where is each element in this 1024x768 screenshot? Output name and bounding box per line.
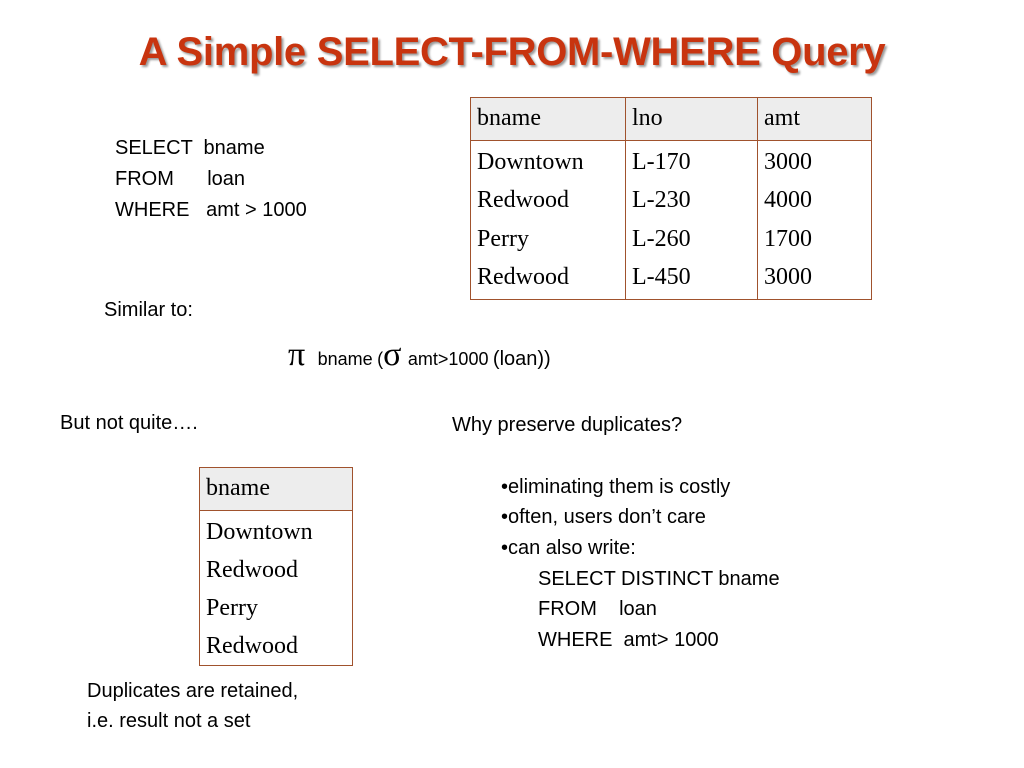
why-preserve-heading: Why preserve duplicates?	[452, 414, 683, 436]
table-cell: 3000	[764, 264, 812, 290]
pi-symbol: π	[288, 336, 306, 373]
sigma-symbol: σ	[383, 336, 402, 373]
query-line-from: FROM loan	[115, 168, 246, 190]
table-cell: 4000	[764, 187, 812, 213]
distinct-query-where: WHERE amt> 1000	[538, 629, 719, 651]
list-item: •eliminating them is costly	[501, 476, 731, 498]
result-table	[199, 467, 353, 666]
relation-name: (loan))	[492, 348, 551, 370]
table-cell: Redwood	[206, 633, 298, 659]
but-not-quite-label: But not quite….	[60, 412, 198, 434]
query-line-where: WHERE amt > 1000	[115, 199, 307, 221]
header-amt: amt	[764, 105, 800, 131]
table-cell: L-170	[632, 149, 691, 175]
table-cell: Redwood	[206, 557, 298, 583]
table-cell: Perry	[477, 226, 529, 252]
note-line: i.e. result not a set	[87, 710, 251, 732]
slide-title: A Simple SELECT-FROM-WHERE Query	[138, 30, 886, 74]
table-cell: Redwood	[477, 187, 569, 213]
table-cell: L-450	[632, 264, 691, 290]
table-cell: Downtown	[206, 519, 313, 545]
relational-algebra-formula	[288, 336, 551, 374]
similar-to-label: Similar to:	[104, 299, 193, 321]
query-line-select: SELECT bname	[115, 137, 265, 159]
table-cell: Downtown	[477, 149, 584, 175]
header-bname: bname	[206, 475, 270, 501]
table-cell: 3000	[764, 149, 812, 175]
distinct-query-from: FROM loan	[538, 598, 657, 620]
list-item: •can also write:	[501, 537, 636, 559]
list-item: •often, users don’t care	[501, 506, 706, 528]
note-line: Duplicates are retained,	[87, 680, 299, 702]
open-paren: (	[377, 349, 384, 369]
distinct-query-select: SELECT DISTINCT bname	[538, 568, 780, 590]
table-cell: 1700	[764, 226, 812, 252]
table-cell: Perry	[206, 595, 258, 621]
header-lno: lno	[632, 105, 663, 131]
table-cell: L-230	[632, 187, 691, 213]
table-cell: L-260	[632, 226, 691, 252]
selection-condition: amt>1000	[407, 349, 489, 369]
header-bname: bname	[477, 105, 541, 131]
table-cell: Redwood	[477, 264, 569, 290]
projection-attribute: bname	[317, 349, 373, 369]
loan-table	[470, 97, 872, 300]
